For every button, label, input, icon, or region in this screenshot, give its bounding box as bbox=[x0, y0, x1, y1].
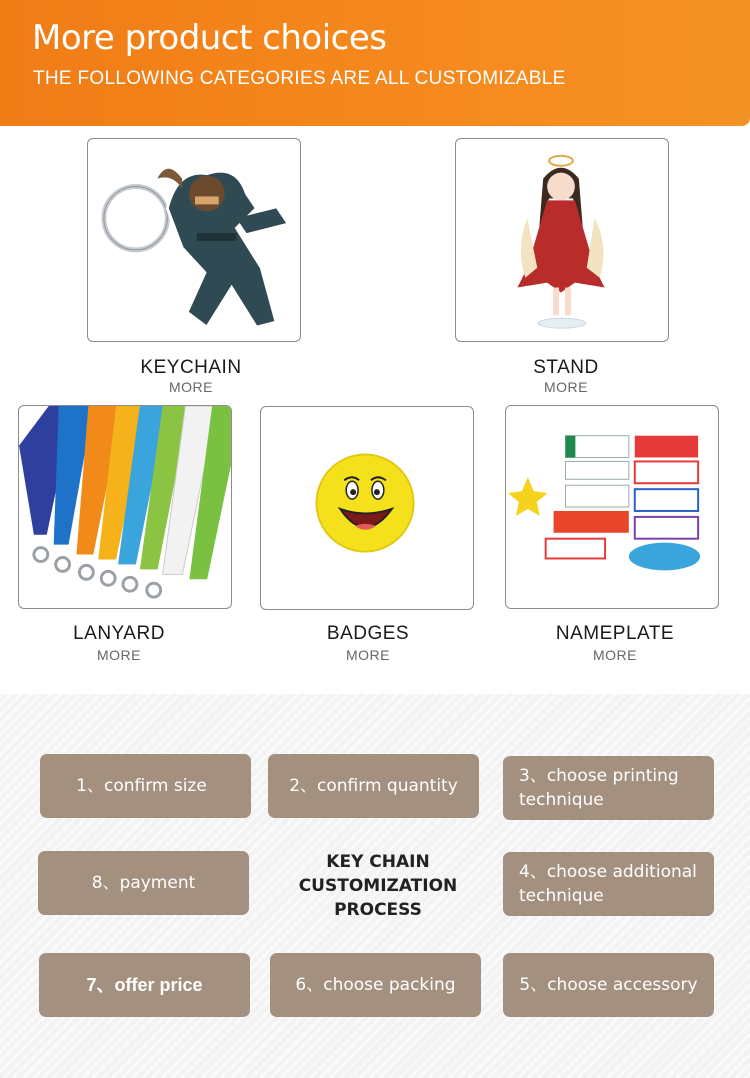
badges-label: BADGES bbox=[326, 623, 410, 644]
lanyard-more-link[interactable]: MORE bbox=[97, 647, 141, 663]
lanyard-image bbox=[19, 406, 231, 608]
stand-image bbox=[456, 139, 668, 341]
keychain-more-link[interactable]: MORE bbox=[169, 379, 213, 395]
page-subtitle: THE FOLLOWING CATEGORIES ARE ALL CUSTOMIZABLE bbox=[33, 68, 566, 89]
lanyard-card[interactable] bbox=[18, 405, 232, 609]
keychain-card[interactable] bbox=[87, 138, 301, 342]
step-offer-price: 7、offer price bbox=[39, 953, 250, 1017]
step-payment: 8、payment bbox=[38, 851, 249, 915]
nameplate-more-link[interactable]: MORE bbox=[593, 647, 637, 663]
step-choose-printing-technique: 3、choose printing technique bbox=[503, 756, 714, 820]
step-confirm-size: 1、confirm size bbox=[40, 754, 251, 818]
nameplate-image bbox=[506, 406, 718, 608]
nameplate-label: NAMEPLATE bbox=[555, 623, 675, 644]
step-confirm-quantity: 2、confirm quantity bbox=[268, 754, 479, 818]
keychain-label: KEYCHAIN bbox=[140, 357, 242, 378]
badges-more-link[interactable]: MORE bbox=[346, 647, 390, 663]
badges-image bbox=[261, 407, 473, 609]
lanyard-label: LANYARD bbox=[73, 623, 165, 644]
process-title: KEY CHAIN CUSTOMIZATION PROCESS bbox=[298, 852, 458, 920]
step-choose-packing: 6、choose packing bbox=[270, 953, 481, 1017]
page-title: More product choices bbox=[32, 18, 387, 58]
nameplate-card[interactable] bbox=[505, 405, 719, 609]
stand-more-link[interactable]: MORE bbox=[544, 379, 588, 395]
keychain-image bbox=[88, 139, 300, 341]
step-choose-additional-technique: 4、choose additional technique bbox=[503, 852, 714, 916]
header-banner bbox=[0, 0, 750, 126]
badges-card[interactable] bbox=[260, 406, 474, 610]
step-choose-accessory: 5、choose accessory bbox=[503, 953, 714, 1017]
stand-card[interactable] bbox=[455, 138, 669, 342]
stand-label: STAND bbox=[533, 357, 599, 378]
